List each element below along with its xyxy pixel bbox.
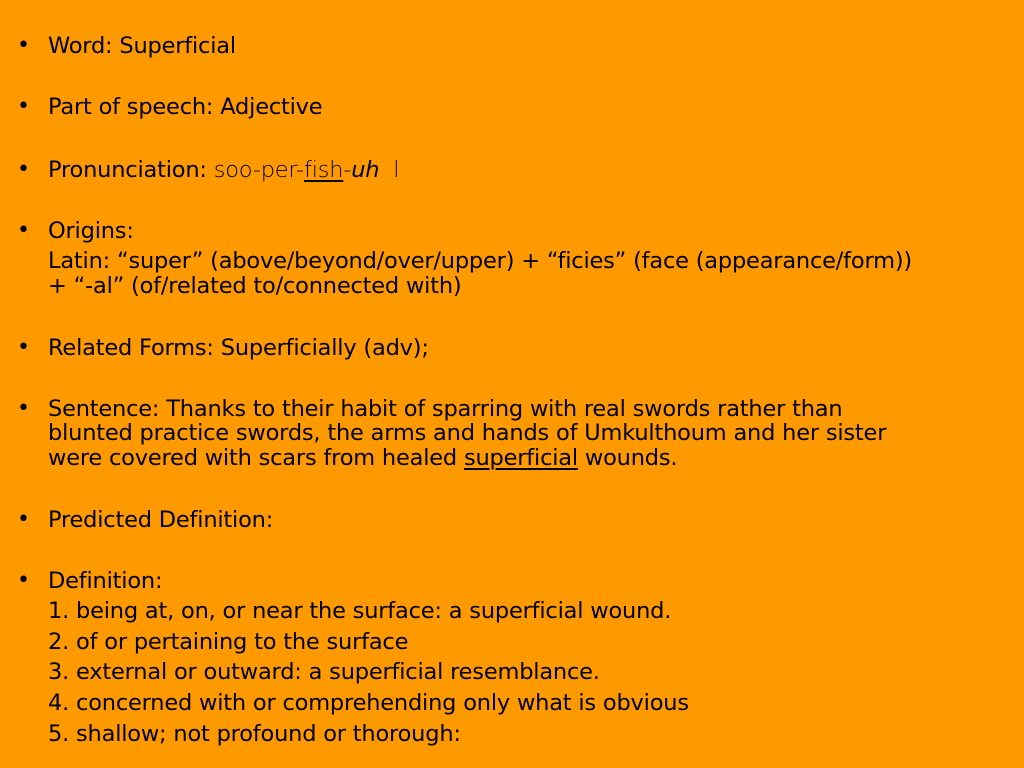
bullet-icon: • xyxy=(17,33,30,58)
pronunciation-syllable: uh xyxy=(351,157,380,183)
sentence-line xyxy=(48,445,677,471)
bullet-icon: • xyxy=(17,218,30,243)
sentence-text: wounds. xyxy=(577,445,678,471)
sentence-text: were covered with scars from healed xyxy=(48,445,464,471)
predicted-definition-label: Predicted Definition: xyxy=(48,507,274,533)
definition-entry: 1. being at, on, or near the surface: a superficial wound. xyxy=(48,598,672,624)
origins-label: Origins: xyxy=(48,218,134,244)
word-label: Word: Superficial xyxy=(48,33,236,59)
definition-entry: 3. external or outward: a superficial resemblance. xyxy=(48,659,600,685)
origins-line: + “-al” (of/related to/connected with) xyxy=(48,273,462,299)
bullet-icon: • xyxy=(17,507,30,532)
pronunciation-syllable: - xyxy=(343,157,352,183)
pronunciation-line xyxy=(48,157,399,183)
definition-entry: 5. shallow; not profound or thorough: xyxy=(48,721,461,747)
bullet-icon: • xyxy=(17,94,30,119)
part-of-speech-label: Part of speech: Adjective xyxy=(48,94,323,120)
pronunciation-label: Pronunciation: xyxy=(48,157,207,183)
definition-entry: 2. of or pertaining to the surface xyxy=(48,629,409,655)
pronunciation-stressed-syllable: fish xyxy=(303,157,344,183)
sentence-line: blunted practice swords, the arms and hands of Umkulthoum and her sister xyxy=(48,420,887,446)
bullet-icon: • xyxy=(17,157,30,182)
bullet-icon: • xyxy=(17,396,30,421)
definition-entry: 4. concerned with or comprehending only what is obvious xyxy=(48,690,689,716)
origins-line: Latin: “super” (above/beyond/over/upper) + “ficies” (face (appearance/form)) xyxy=(48,248,912,274)
bullet-icon: • xyxy=(17,568,30,593)
sentence-keyword: superficial xyxy=(463,445,578,471)
bullet-icon: • xyxy=(17,335,30,360)
related-forms-label: Related Forms: Superficially (adv); xyxy=(48,335,429,361)
definition-label: Definition: xyxy=(48,568,163,594)
sentence-line: Sentence: Thanks to their habit of sparring with real swords rather than xyxy=(48,396,843,422)
pronunciation-syllable: l xyxy=(393,157,400,183)
pronunciation-syllable: soo-per- xyxy=(213,157,304,183)
